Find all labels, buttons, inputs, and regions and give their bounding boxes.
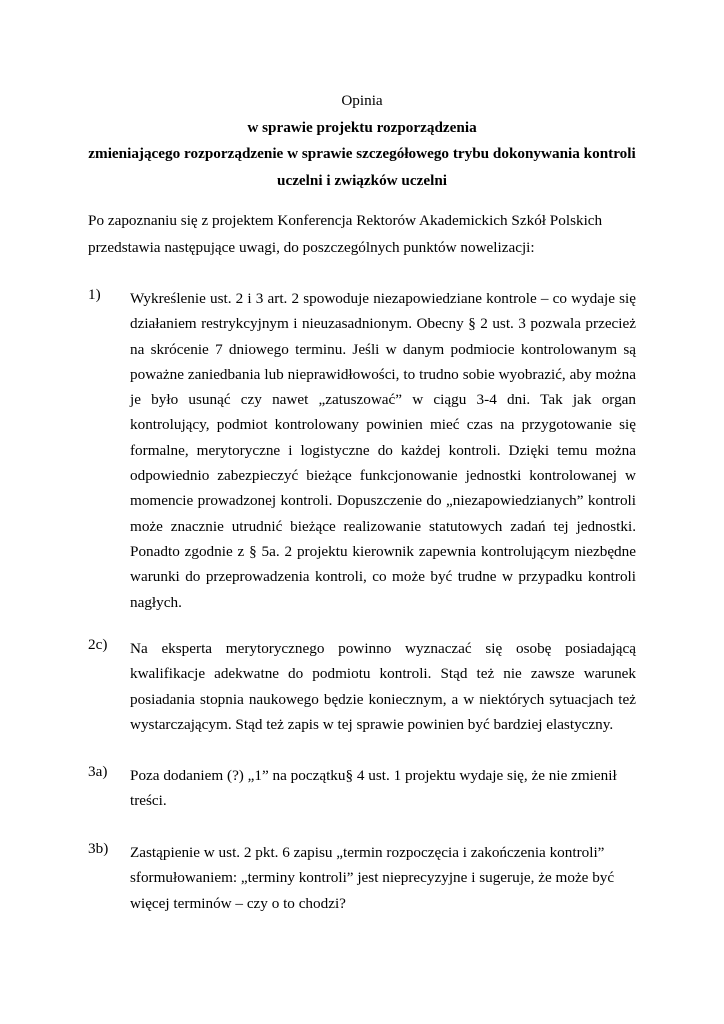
item-line: poważne zaniedbania lub nieprawidłowości, to trudno sobie wyobrazić, aby można: [130, 365, 636, 383]
item-line: działaniem restrykcyjnym i nieuzasadnionym. Obecny § 2 ust. 3 pozwala przecież: [130, 315, 636, 333]
document-subtitle-line: zmieniającego rozporządzenie w sprawie szczegółowego trybu dokonywania kontroli: [88, 145, 636, 162]
item-line: odpowiednio zabezpieczyć bieżące funkcjonowanie jednostki kontrolowanej w: [130, 467, 636, 485]
item-number: 3a): [88, 763, 108, 780]
item-number: 1): [88, 286, 101, 303]
item-line: warunki do przeprowadzenia kontroli, co może być trudne w przypadku kontroli: [130, 568, 636, 586]
item-line: może znacznie utrudnić bieżące realizowanie statutowych zadań tej jednostki.: [130, 517, 636, 535]
document-title: Opinia: [341, 92, 383, 109]
intro-line: przedstawia następujące uwagi, do poszczególnych punktów nowelizacji:: [88, 238, 535, 256]
item-text: [130, 636, 636, 737]
item-line: sformułowaniem: „terminy kontroli” jest nieprecyzyjne i sugeruje, że może być: [130, 869, 615, 887]
item-number: 3b): [88, 840, 109, 857]
document-subtitle-line: w sprawie projektu rozporządzenia: [247, 118, 477, 136]
item-number: 2c): [88, 636, 108, 653]
item-line: formalne, merytoryczne i logistyczne do każdej kontroli. Dzięki temu można: [130, 441, 636, 459]
intro-line: Po zapoznaniu się z projektem Konferencja Rektorów Akademickich Szkół Polskich: [88, 212, 603, 229]
item-line: nagłych.: [130, 593, 182, 611]
item-line: kontrolujący, podmiot kontrolowany powinien mieć czas na przygotowanie się: [130, 416, 636, 434]
item-line: kwalifikacje adekwatne do podmiotu kontroli. Stąd też nie zawsze warunek: [130, 665, 636, 683]
document-subtitle-line: uczelni i związków uczelni: [277, 171, 447, 189]
item-text: [130, 840, 636, 916]
title-block: [80, 88, 644, 194]
item-line: Ponadto zgodnie z § 5a. 2 projektu kierownik zapewnia kontrolującym niezbędne: [130, 542, 636, 560]
item-line: posiadania stopnia naukowego będzie koniecznym, a w niektórych sytuacjach też: [130, 690, 636, 708]
intro-paragraph: [88, 208, 636, 261]
item-line: treści.: [130, 792, 167, 810]
item-line: je było usunąć czy nawet „zatuszować” w ciągu 3-4 dni. Tak jak organ: [130, 391, 636, 409]
item-line: Wykreślenie ust. 2 i 3 art. 2 spowoduje niezapowiedziane kontrole – co wydaje się: [130, 290, 636, 307]
item-line: na skrócenie 7 dniowego terminu. Jeśli w danym podmiocie kontrolowanym są: [130, 340, 636, 358]
item-line: Poza dodaniem (?) „1” na początku§ 4 ust. 1 projektu wydaje się, że nie zmienił: [130, 767, 617, 784]
item-line: więcej terminów – czy o to chodzi?: [130, 894, 346, 912]
item-text: [130, 763, 636, 814]
item-line: Zastąpienie w ust. 2 pkt. 6 zapisu „termin rozpoczęcia i zakończenia kontroli”: [130, 844, 605, 861]
item-line: momencie prowadzonej kontroli. Dopuszczenie do „niezapowiedzianych” kontroli: [130, 492, 636, 510]
item-line: wystarczającym. Stąd też zapis w tej sprawie powinien być bardziej elastyczny.: [130, 715, 614, 733]
item-text: [130, 286, 636, 615]
item-line: Na eksperta merytorycznego powinno wyznaczać się osobę posiadającą: [130, 640, 636, 657]
